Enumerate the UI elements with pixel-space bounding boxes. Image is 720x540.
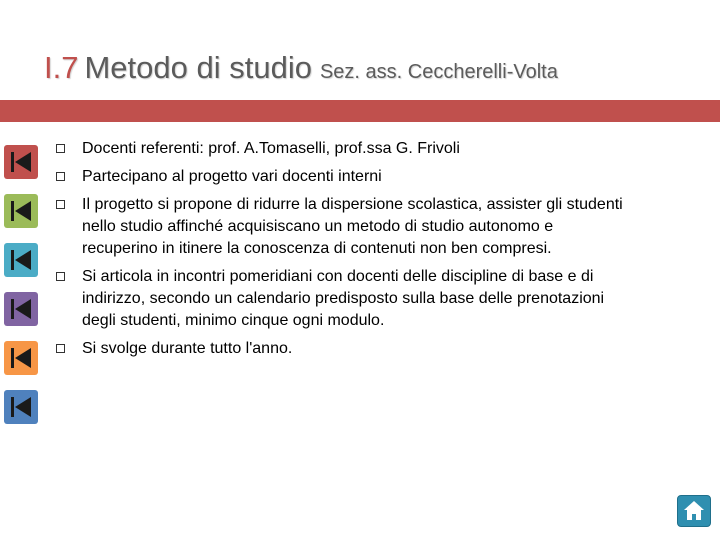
bullet-box-icon xyxy=(56,144,65,153)
home-button[interactable] xyxy=(677,495,711,527)
bullet-box-icon xyxy=(56,344,65,353)
skip-to-start-icon xyxy=(8,149,34,175)
bullet-box-icon xyxy=(56,272,65,281)
bullet-box-icon xyxy=(56,172,65,181)
home-icon xyxy=(678,496,710,526)
bullet-text xyxy=(82,138,702,160)
bullet-box-icon xyxy=(56,200,65,209)
bullet-line: Si svolge durante tutto l'anno. xyxy=(82,340,293,357)
nav-icon-2[interactable] xyxy=(4,194,38,228)
nav-icon-4[interactable] xyxy=(4,292,38,326)
section-number: I.7 xyxy=(44,50,79,85)
bullet-line: Si articola in incontri pomeridiani con docenti delle discipline di base e di xyxy=(82,268,594,285)
bullet-line: degli studenti, minimo cinque ogni modulo. xyxy=(82,312,385,329)
bullet-text xyxy=(82,166,702,188)
bullet-line: Partecipano al progetto vari docenti interni xyxy=(82,168,382,185)
skip-to-start-icon xyxy=(8,394,34,420)
title-subtitle: Sez. ass. Ceccherelli-Volta xyxy=(319,61,558,83)
nav-icon-1[interactable] xyxy=(4,145,38,179)
skip-to-start-icon xyxy=(8,296,34,322)
bullet-text xyxy=(82,194,702,260)
bullet-text xyxy=(82,338,702,360)
header-accent-bar xyxy=(0,100,720,122)
nav-icon-5[interactable] xyxy=(4,341,38,375)
slide-title xyxy=(44,50,558,86)
bullet-text xyxy=(82,266,702,332)
skip-to-start-icon xyxy=(8,198,34,224)
bullet-line: nello studio affinché acquisiscano un metodo di studio autonomo e xyxy=(82,218,554,235)
bullet-line: indirizzo, secondo un calendario predisposto sulla base delle prenotazioni xyxy=(82,290,605,307)
bullet-line: Docenti referenti: prof. A.Tomaselli, prof.ssa G. Frivoli xyxy=(82,140,460,157)
skip-to-start-icon xyxy=(8,247,34,273)
skip-to-start-icon xyxy=(8,345,34,371)
nav-icon-6[interactable] xyxy=(4,390,38,424)
bullet-line: Il progetto si propone di ridurre la dispersione scolastica, assister gli studenti xyxy=(82,196,623,213)
title-main: Metodo di studio xyxy=(84,50,312,85)
nav-icon-3[interactable] xyxy=(4,243,38,277)
bullet-line: recuperino in itinere la conoscenza di contenuti non ben compresi. xyxy=(82,240,552,257)
